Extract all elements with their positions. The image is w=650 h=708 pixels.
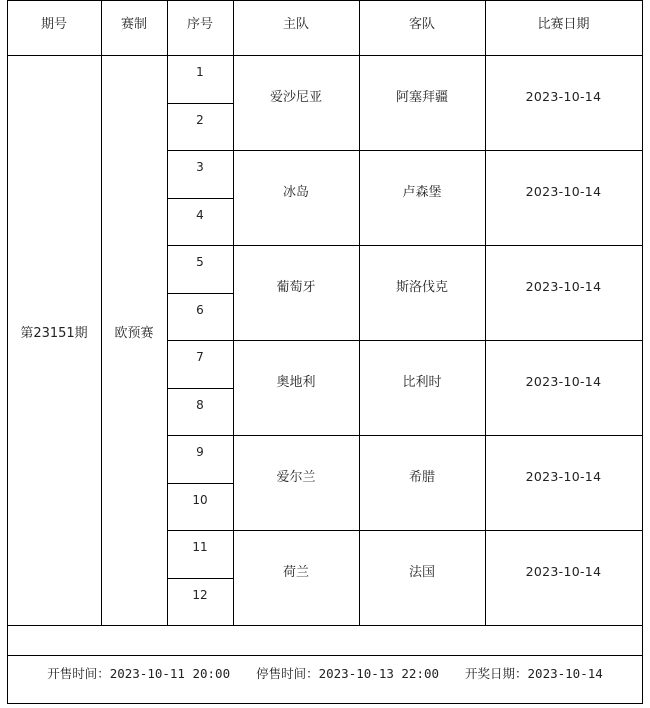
table-border-left <box>7 0 8 704</box>
table-border-bottom <box>7 703 643 704</box>
header-issue: 期号 <box>40 16 67 32</box>
match-date: 2023-10-14 <box>525 183 602 199</box>
number-divider <box>167 578 233 579</box>
match-date: 2023-10-14 <box>525 88 602 104</box>
away-team: 希腊 <box>408 469 435 485</box>
number-divider <box>167 103 233 104</box>
match-date: 2023-10-14 <box>525 468 602 484</box>
sale-stop-time: 停售时间：2023-10-13 22:00 <box>256 666 440 681</box>
match-number: 1 <box>196 65 204 79</box>
col-divider-1 <box>101 0 102 626</box>
match-number: 5 <box>196 255 204 269</box>
home-team: 荷兰 <box>282 564 309 580</box>
home-team: 爱沙尼亚 <box>269 89 322 105</box>
match-number: 12 <box>192 587 208 602</box>
number-divider <box>167 150 233 151</box>
number-divider <box>167 198 233 199</box>
match-number: 7 <box>196 350 204 364</box>
away-team: 斯洛伐克 <box>395 279 448 295</box>
header-competition: 赛制 <box>120 16 147 32</box>
number-divider <box>167 530 233 531</box>
row-divider <box>233 150 643 151</box>
number-divider <box>167 293 233 294</box>
away-team: 比利时 <box>402 374 442 390</box>
home-team: 奥地利 <box>276 374 316 390</box>
issue-cell: 第23151期 <box>20 325 88 341</box>
away-team: 阿塞拜疆 <box>395 89 448 105</box>
away-team: 法国 <box>408 564 435 580</box>
match-number: 9 <box>196 445 204 459</box>
table-border-right <box>642 0 643 704</box>
header-home: 主队 <box>282 16 309 32</box>
match-number: 3 <box>196 160 204 174</box>
sale-start-time: 开售时间：2023-10-11 20:00 <box>47 666 231 681</box>
home-team: 葡萄牙 <box>276 279 316 295</box>
schedule-table <box>7 0 643 704</box>
header-number: 序号 <box>186 16 213 32</box>
row-divider <box>233 435 643 436</box>
away-team: 卢森堡 <box>402 184 442 200</box>
match-number: 6 <box>196 302 204 317</box>
match-number: 8 <box>196 397 204 412</box>
header-away: 客队 <box>408 16 435 32</box>
table-border-top <box>7 0 643 1</box>
match-number: 10 <box>192 492 208 507</box>
match-date: 2023-10-14 <box>525 278 602 294</box>
number-divider <box>167 435 233 436</box>
body-divider <box>7 625 643 626</box>
row-divider <box>233 340 643 341</box>
match-date: 2023-10-14 <box>525 563 602 579</box>
number-divider <box>167 483 233 484</box>
draw-date: 开奖日期：2023-10-14 <box>465 666 603 681</box>
row-divider <box>233 245 643 246</box>
home-team: 爱尔兰 <box>276 469 316 485</box>
competition-cell: 欧预赛 <box>114 325 154 341</box>
number-divider <box>167 340 233 341</box>
row-divider <box>233 530 643 531</box>
number-divider <box>167 388 233 389</box>
home-team: 冰岛 <box>282 184 309 200</box>
sale-info <box>7 655 643 691</box>
match-number: 11 <box>192 540 208 554</box>
number-divider <box>167 245 233 246</box>
header-divider <box>7 55 643 56</box>
header-date: 比赛日期 <box>537 16 590 32</box>
match-date: 2023-10-14 <box>525 373 602 389</box>
match-number: 2 <box>196 112 204 127</box>
match-number: 4 <box>196 207 204 222</box>
